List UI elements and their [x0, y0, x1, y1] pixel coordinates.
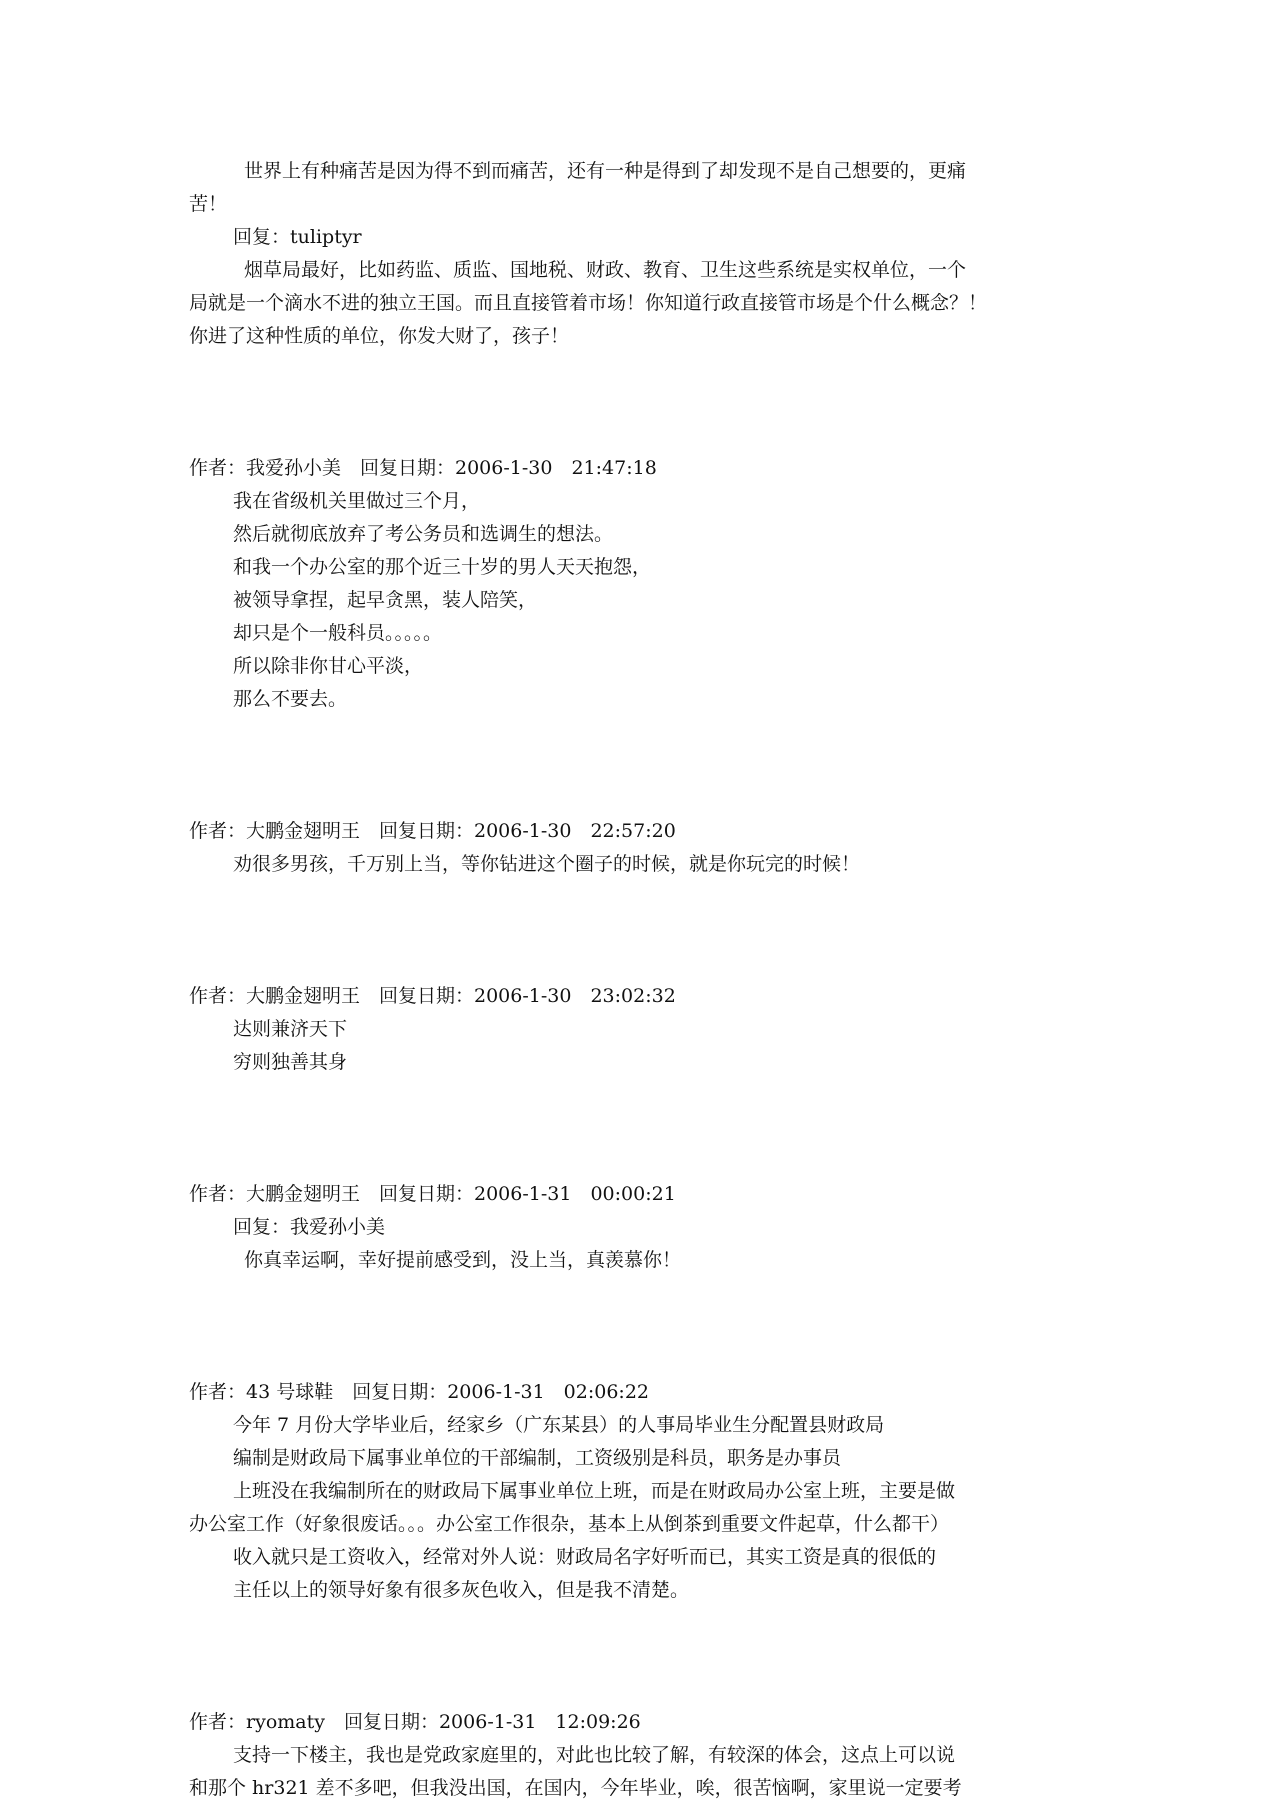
- post-gap: [189, 1607, 1094, 1706]
- text-line: 穷则独善其身: [233, 1051, 348, 1073]
- text-line: 今年 7 月份大学毕业后，经家乡（广东某县）的人事局毕业生分配置县财政局: [233, 1414, 885, 1436]
- text-line: 主任以上的领导好象有很多灰色收入，但是我不清楚。: [233, 1579, 690, 1601]
- text-line: 被领导拿捏，起早贪黑，装人陪笑，: [233, 589, 538, 611]
- text-line: 办公室工作（好象很废话。。。办公室工作很杂，基本上从倒茶到重要文件起草，什么都干）: [189, 1513, 950, 1535]
- text-line: 你进了这种性质的单位，你发大财了，孩子！: [189, 325, 570, 347]
- post-header: 作者：大鹏金翅明王 回复日期：2006-1-31 00:00:21: [189, 1183, 676, 1205]
- text-line: 达则兼济天下: [233, 1018, 348, 1040]
- post-header: 作者：ryomaty 回复日期：2006-1-31 12:09:26: [189, 1711, 641, 1733]
- post-gap: [189, 353, 1094, 452]
- text-line: 收入就只是工资收入，经常对外人说：财政局名字好听而已，其实工资是真的很低的: [233, 1546, 937, 1568]
- post-gap: [189, 716, 1094, 815]
- text-line: 世界上有种痛苦是因为得不到而痛苦，还有一种是得到了却发现不是自己想要的，更痛: [244, 160, 967, 182]
- text-line: 支持一下楼主，我也是党政家庭里的，对此也比较了解，有较深的体会，这点上可以说: [233, 1744, 956, 1766]
- post-header: 作者：我爱孙小美 回复日期：2006-1-30 21:47:18: [189, 457, 657, 479]
- document-body: [189, 155, 1094, 1805]
- post-header: 作者：大鹏金翅明王 回复日期：2006-1-30 22:57:20: [189, 820, 676, 842]
- post-header: 作者：43 号球鞋 回复日期：2006-1-31 02:06:22: [189, 1381, 650, 1403]
- reply-to-line: 回复：tuliptyr: [233, 226, 362, 248]
- text-line: 和那个 hr321 差不多吧，但我没出国，在国内，今年毕业，唉，很苦恼啊，家里说一定要考: [189, 1777, 962, 1799]
- text-line: 你真幸运啊，幸好提前感受到，没上当，真羡慕你！: [244, 1249, 682, 1271]
- text-line: 那么不要去。: [233, 688, 348, 710]
- text-line: 局就是一个滴水不进的独立王国。而且直接管着市场！你知道行政直接管市场是个什么概念？！: [189, 292, 988, 314]
- post-gap: [189, 1079, 1094, 1178]
- text-line: 却只是个一般科员。。。。。: [233, 622, 443, 644]
- text-line: 编制是财政局下属事业单位的干部编制，工资级别是科员，职务是办事员: [233, 1447, 842, 1469]
- text-line: 劝很多男孩，千万别上当，等你钻进这个圈子的时候，就是你玩完的时候！: [233, 853, 861, 875]
- reply-to-line: 回复：我爱孙小美: [233, 1216, 386, 1238]
- text-line: 烟草局最好，比如药监、质监、国地税、财政、教育、卫生这些系统是实权单位，一个: [244, 259, 967, 281]
- text-line: 然后就彻底放弃了考公务员和选调生的想法。: [233, 523, 614, 545]
- post-header: 作者：大鹏金翅明王 回复日期：2006-1-30 23:02:32: [189, 985, 676, 1007]
- text-line: 苦！: [189, 193, 228, 215]
- text-line: 和我一个办公室的那个近三十岁的男人天天抱怨，: [233, 556, 652, 578]
- text-line: 上班没在我编制所在的财政局下属事业单位上班，而是在财政局办公室上班，主要是做: [233, 1480, 956, 1502]
- text-line: 所以除非你甘心平淡，: [233, 655, 424, 677]
- post-gap: [189, 1277, 1094, 1376]
- post-gap: [189, 881, 1094, 980]
- text-line: 我在省级机关里做过三个月，: [233, 490, 481, 512]
